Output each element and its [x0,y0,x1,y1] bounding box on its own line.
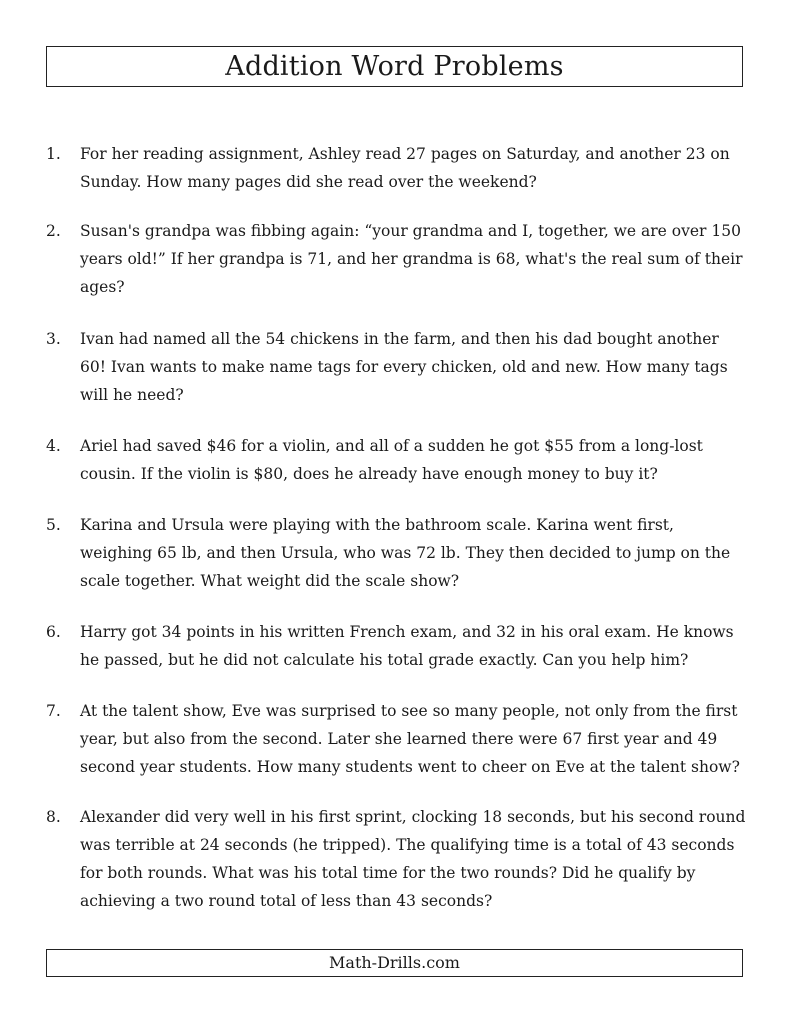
problem-number: 1. [46,145,61,163]
problem-text: Ariel had saved $46 for a violin, and all of a sudden he got $55 from a long-lost cousin. If the violin is $80, does he already have enough money to buy it? [80,437,703,483]
problem-text: At the talent show, Eve was surprised to see so many people, not only from the first year, but also from the second. Later she learned there were 67 first year and 49 second year students. How many students went to cheer on Eve at the talent show? [80,702,740,776]
problem-number: 7. [46,702,61,720]
title-box [46,46,743,87]
problem-number: 4. [46,437,61,455]
problem-number: 5. [46,516,61,534]
footer-site-name: Math-Drills.com [329,953,460,972]
problem-number: 2. [46,222,61,240]
problem-text: For her reading assignment, Ashley read 27 pages on Saturday, and another 23 on Sunday. How many pages did she read over the weekend? [80,145,730,191]
footer-box [46,949,743,977]
problem-number: 6. [46,623,61,641]
problem-number: 3. [46,330,61,348]
problem-number: 8. [46,808,61,826]
problem-text: Harry got 34 points in his written French exam, and 32 in his oral exam. He knows he passed, but he did not calculate his total grade exactly. Can you help him? [80,623,734,669]
problem-text: Alexander did very well in his first sprint, clocking 18 seconds, but his second round was terrible at 24 seconds (he tripped). The qualifying time is a total of 43 seconds for both rounds. What was his total time for the two rounds? Did he qualify by achieving a two round total of less than 43 seconds? [80,808,746,910]
page-title: Addition Word Problems [225,51,564,82]
problem-text: Ivan had named all the 54 chickens in the farm, and then his dad bought another 60! Ivan wants to make name tags for every chicken, old and new. How many tags will he need? [80,330,728,404]
problem-text: Susan's grandpa was fibbing again: “your grandma and I, together, we are over 150 years old!” If her grandpa is 71, and her grandma is 68, what's the real sum of their ages? [80,222,743,296]
problem-text: Karina and Ursula were playing with the bathroom scale. Karina went first, weighing 65 lb, and then Ursula, who was 72 lb. They then decided to jump on the scale together. What weight did the scale show? [80,516,731,590]
